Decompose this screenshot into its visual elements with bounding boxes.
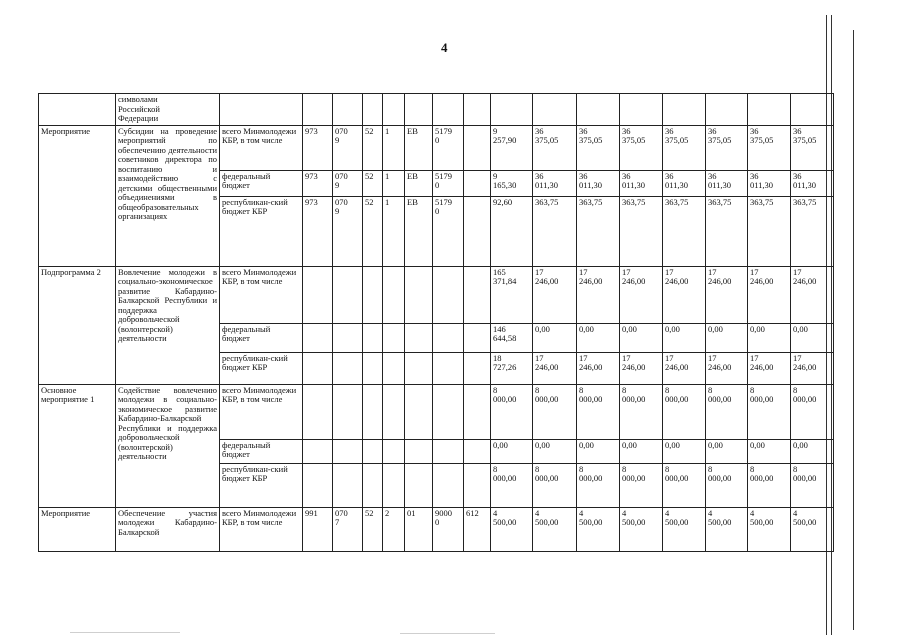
amount-cell: 92,60 bbox=[491, 196, 533, 266]
amount-cell: 8 000,00 bbox=[706, 384, 748, 439]
amount-cell: 0,00 bbox=[533, 323, 577, 352]
amount-cell: 0,00 bbox=[791, 439, 834, 463]
code-cell bbox=[333, 266, 363, 323]
amount-cell: 17 246,00 bbox=[706, 266, 748, 323]
amount-cell: 17 246,00 bbox=[663, 352, 706, 384]
code-cell bbox=[405, 384, 433, 439]
amount-cell: 8 000,00 bbox=[533, 463, 577, 507]
code-cell bbox=[464, 384, 491, 439]
amount-cell: 0,00 bbox=[748, 439, 791, 463]
amount-cell: 17 246,00 bbox=[748, 352, 791, 384]
empty-cell bbox=[363, 94, 383, 126]
empty-cell bbox=[791, 94, 834, 126]
empty-cell bbox=[303, 94, 333, 126]
code-cell: 991 bbox=[303, 507, 333, 551]
amount-cell: 8 000,00 bbox=[663, 384, 706, 439]
amount-cell: 146 644,58 bbox=[491, 323, 533, 352]
amount-cell: 363,75 bbox=[620, 196, 663, 266]
amount-cell: 4 500,00 bbox=[620, 507, 663, 551]
funding-source-cell: всего Минмолодежи КБР, в том числе bbox=[220, 507, 303, 551]
amount-cell: 8 000,00 bbox=[491, 463, 533, 507]
empty-cell bbox=[464, 94, 491, 126]
code-cell bbox=[433, 323, 464, 352]
description-cell: Содействие вовлечению молодежи в социально-экономическое развитие Кабардино-Балкарской Республики и поддержка добровольческой (волонтерской) деятельности bbox=[116, 384, 220, 507]
code-cell bbox=[433, 352, 464, 384]
code-cell bbox=[383, 463, 405, 507]
amount-cell: 17 246,00 bbox=[577, 266, 620, 323]
amount-cell: 0,00 bbox=[620, 439, 663, 463]
scan-smudge bbox=[400, 633, 495, 634]
amount-cell: 363,75 bbox=[663, 196, 706, 266]
amount-cell: 4 500,00 bbox=[748, 507, 791, 551]
code-cell bbox=[333, 384, 363, 439]
level-cell: Основное мероприятие 1 bbox=[39, 384, 116, 507]
code-cell: ЕВ bbox=[405, 125, 433, 170]
code-cell bbox=[405, 463, 433, 507]
funding-source-cell: федеральный бюджет bbox=[220, 170, 303, 196]
code-cell bbox=[363, 439, 383, 463]
amount-cell: 36 011,30 bbox=[620, 170, 663, 196]
amount-cell: 36 011,30 bbox=[706, 170, 748, 196]
amount-cell: 4 500,00 bbox=[491, 507, 533, 551]
empty-cell bbox=[220, 94, 303, 126]
code-cell bbox=[333, 352, 363, 384]
code-cell bbox=[303, 266, 333, 323]
amount-cell: 8 000,00 bbox=[620, 463, 663, 507]
funding-source-cell: федеральный бюджет bbox=[220, 439, 303, 463]
code-cell bbox=[464, 463, 491, 507]
amount-cell: 9 165,30 bbox=[491, 170, 533, 196]
code-cell bbox=[383, 439, 405, 463]
code-cell: 5179 0 bbox=[433, 125, 464, 170]
code-cell bbox=[303, 439, 333, 463]
code-cell: 070 9 bbox=[333, 196, 363, 266]
code-cell bbox=[363, 266, 383, 323]
amount-cell: 4 500,00 bbox=[791, 507, 834, 551]
amount-cell: 8 000,00 bbox=[620, 384, 663, 439]
empty-cell bbox=[405, 94, 433, 126]
code-cell bbox=[433, 384, 464, 439]
amount-cell: 8 000,00 bbox=[791, 463, 834, 507]
code-cell: 5179 0 bbox=[433, 196, 464, 266]
empty-cell bbox=[577, 94, 620, 126]
amount-cell: 363,75 bbox=[533, 196, 577, 266]
amount-cell: 0,00 bbox=[663, 439, 706, 463]
funding-source-cell: всего Минмолодежи КБР, в том числе bbox=[220, 266, 303, 323]
code-cell: 612 bbox=[464, 507, 491, 551]
code-cell bbox=[405, 439, 433, 463]
code-cell bbox=[303, 323, 333, 352]
amount-cell: 36 011,30 bbox=[748, 170, 791, 196]
amount-cell: 36 011,30 bbox=[663, 170, 706, 196]
code-cell bbox=[303, 463, 333, 507]
amount-cell: 0,00 bbox=[491, 439, 533, 463]
amount-cell: 8 000,00 bbox=[533, 384, 577, 439]
amount-cell: 8 000,00 bbox=[577, 463, 620, 507]
amount-cell: 4 500,00 bbox=[577, 507, 620, 551]
amount-cell: 0,00 bbox=[620, 323, 663, 352]
amount-cell: 0,00 bbox=[748, 323, 791, 352]
funding-source-cell: республикан-ский бюджет КБР bbox=[220, 196, 303, 266]
amount-cell: 17 246,00 bbox=[533, 266, 577, 323]
code-cell: 52 bbox=[363, 125, 383, 170]
code-cell: 9000 0 bbox=[433, 507, 464, 551]
amount-cell: 0,00 bbox=[663, 323, 706, 352]
description-cell: Субсидии на проведение мероприятий по обеспечению деятельности советников директора по воспитанию и взаимодействию с детскими общественными объединениями в общеобразовательных организациях bbox=[116, 125, 220, 266]
empty-cell bbox=[620, 94, 663, 126]
amount-cell: 363,75 bbox=[748, 196, 791, 266]
table-row bbox=[39, 266, 834, 323]
amount-cell: 36 375,05 bbox=[620, 125, 663, 170]
amount-cell: 0,00 bbox=[577, 323, 620, 352]
amount-cell: 17 246,00 bbox=[620, 266, 663, 323]
amount-cell: 8 000,00 bbox=[663, 463, 706, 507]
code-cell: 973 bbox=[303, 196, 333, 266]
code-cell: 52 bbox=[363, 170, 383, 196]
funding-source-cell: республикан-ский бюджет КБР bbox=[220, 352, 303, 384]
empty-cell bbox=[491, 94, 533, 126]
level-cell: Мероприятие bbox=[39, 125, 116, 266]
code-cell: ЕВ bbox=[405, 170, 433, 196]
amount-cell: 36 375,05 bbox=[663, 125, 706, 170]
code-cell: 52 bbox=[363, 196, 383, 266]
amount-cell: 18 727,26 bbox=[491, 352, 533, 384]
amount-cell: 0,00 bbox=[706, 439, 748, 463]
amount-cell: 4 500,00 bbox=[533, 507, 577, 551]
amount-cell: 36 375,05 bbox=[791, 125, 834, 170]
code-cell bbox=[363, 463, 383, 507]
empty-cell bbox=[533, 94, 577, 126]
description-cell: Вовлечение молодежи в социально-экономическое развитие Кабардино-Балкарской Республики и поддержка добровольческой (волонтерской) деятельности bbox=[116, 266, 220, 384]
code-cell bbox=[383, 384, 405, 439]
amount-cell: 0,00 bbox=[577, 439, 620, 463]
code-cell bbox=[464, 266, 491, 323]
code-cell bbox=[303, 352, 333, 384]
amount-cell: 8 000,00 bbox=[748, 463, 791, 507]
funding-source-cell: федеральный бюджет bbox=[220, 323, 303, 352]
code-cell bbox=[464, 170, 491, 196]
amount-cell: 9 257,90 bbox=[491, 125, 533, 170]
table-row bbox=[39, 125, 834, 170]
amount-cell: 36 011,30 bbox=[533, 170, 577, 196]
amount-cell: 8 000,00 bbox=[577, 384, 620, 439]
empty-cell bbox=[383, 94, 405, 126]
amount-cell: 36 011,30 bbox=[791, 170, 834, 196]
code-cell: 070 9 bbox=[333, 170, 363, 196]
budget-table bbox=[38, 93, 834, 552]
amount-cell: 165 371,84 bbox=[491, 266, 533, 323]
code-cell: ЕВ bbox=[405, 196, 433, 266]
code-cell: 070 7 bbox=[333, 507, 363, 551]
table-row bbox=[39, 384, 834, 439]
level-cell: Подпрограмма 2 bbox=[39, 266, 116, 384]
amount-cell: 17 246,00 bbox=[791, 266, 834, 323]
amount-cell: 17 246,00 bbox=[791, 352, 834, 384]
code-cell bbox=[405, 323, 433, 352]
code-cell: 5179 0 bbox=[433, 170, 464, 196]
amount-cell: 17 246,00 bbox=[620, 352, 663, 384]
funding-source-cell: всего Минмолодежи КБР, в том числе bbox=[220, 384, 303, 439]
code-cell bbox=[333, 323, 363, 352]
page-number: 4 bbox=[441, 40, 448, 55]
code-cell: 1 bbox=[383, 196, 405, 266]
amount-cell: 8 000,00 bbox=[791, 384, 834, 439]
amount-cell: 8 000,00 bbox=[491, 384, 533, 439]
code-cell: 070 9 bbox=[333, 125, 363, 170]
amount-cell: 4 500,00 bbox=[663, 507, 706, 551]
binding-line bbox=[853, 30, 854, 630]
amount-cell: 8 000,00 bbox=[706, 463, 748, 507]
amount-cell: 36 375,05 bbox=[533, 125, 577, 170]
amount-cell: 363,75 bbox=[791, 196, 834, 266]
code-cell bbox=[333, 439, 363, 463]
code-cell: 973 bbox=[303, 170, 333, 196]
description-cell: Обеспечение участия молодежи Кабардино-Балкарской bbox=[116, 507, 220, 551]
amount-cell: 36 011,30 bbox=[577, 170, 620, 196]
empty-cell bbox=[748, 94, 791, 126]
code-cell bbox=[363, 323, 383, 352]
code-cell bbox=[383, 352, 405, 384]
amount-cell: 17 246,00 bbox=[577, 352, 620, 384]
code-cell bbox=[303, 384, 333, 439]
amount-cell: 8 000,00 bbox=[748, 384, 791, 439]
code-cell bbox=[464, 323, 491, 352]
code-cell bbox=[363, 384, 383, 439]
empty-cell bbox=[706, 94, 748, 126]
code-cell: 1 bbox=[383, 170, 405, 196]
amount-cell: 4 500,00 bbox=[706, 507, 748, 551]
amount-cell: 17 246,00 bbox=[663, 266, 706, 323]
empty-cell bbox=[433, 94, 464, 126]
code-cell bbox=[363, 352, 383, 384]
scan-smudge bbox=[70, 632, 180, 633]
code-cell bbox=[433, 463, 464, 507]
code-cell: 2 bbox=[383, 507, 405, 551]
amount-cell: 0,00 bbox=[706, 323, 748, 352]
amount-cell: 0,00 bbox=[533, 439, 577, 463]
funding-source-cell: всего Минмолодежи КБР, в том числе bbox=[220, 125, 303, 170]
empty-cell bbox=[663, 94, 706, 126]
amount-cell: 17 246,00 bbox=[706, 352, 748, 384]
code-cell: 52 bbox=[363, 507, 383, 551]
code-cell: 1 bbox=[383, 125, 405, 170]
amount-cell: 363,75 bbox=[577, 196, 620, 266]
description-cell: символами Российской Федерации bbox=[116, 94, 220, 126]
amount-cell: 36 375,05 bbox=[706, 125, 748, 170]
code-cell bbox=[464, 125, 491, 170]
code-cell: 973 bbox=[303, 125, 333, 170]
funding-source-cell: республикан-ский бюджет КБР bbox=[220, 463, 303, 507]
amount-cell: 36 375,05 bbox=[748, 125, 791, 170]
code-cell bbox=[405, 352, 433, 384]
amount-cell: 363,75 bbox=[706, 196, 748, 266]
table-row bbox=[39, 507, 834, 551]
amount-cell: 36 375,05 bbox=[577, 125, 620, 170]
code-cell bbox=[464, 352, 491, 384]
code-cell bbox=[464, 196, 491, 266]
code-cell bbox=[433, 439, 464, 463]
level-cell bbox=[39, 94, 116, 126]
amount-cell: 17 246,00 bbox=[748, 266, 791, 323]
level-cell: Мероприятие bbox=[39, 507, 116, 551]
code-cell: 01 bbox=[405, 507, 433, 551]
code-cell bbox=[405, 266, 433, 323]
amount-cell: 17 246,00 bbox=[533, 352, 577, 384]
code-cell bbox=[433, 266, 464, 323]
amount-cell: 0,00 bbox=[791, 323, 834, 352]
table-row bbox=[39, 94, 834, 126]
empty-cell bbox=[333, 94, 363, 126]
code-cell bbox=[464, 439, 491, 463]
code-cell bbox=[333, 463, 363, 507]
code-cell bbox=[383, 266, 405, 323]
code-cell bbox=[383, 323, 405, 352]
